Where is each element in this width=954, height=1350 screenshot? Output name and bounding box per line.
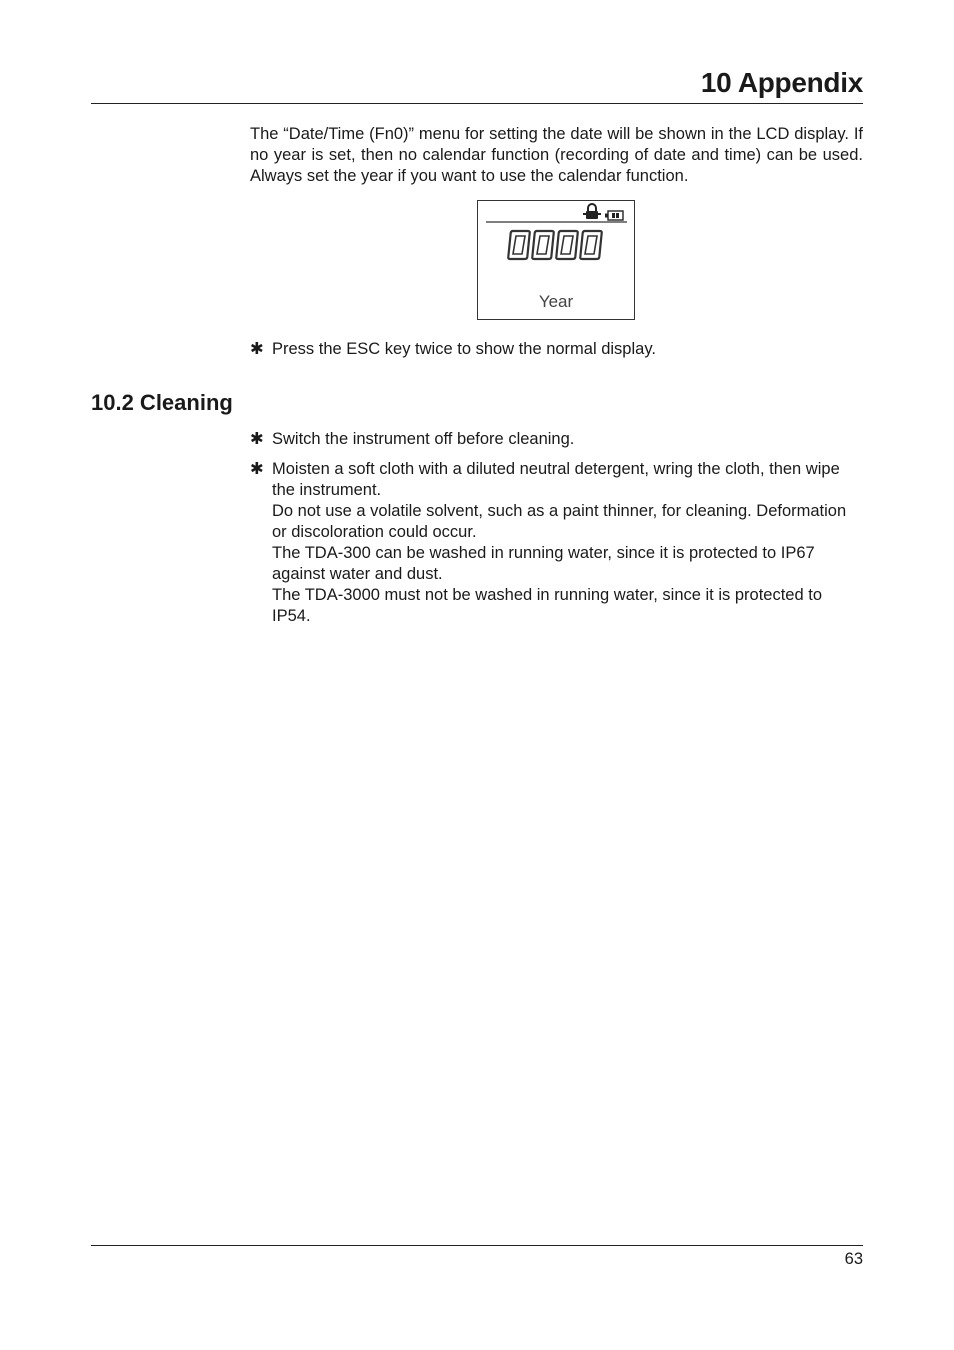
header-rule: [91, 103, 863, 104]
cleaning-item-2-line: Do not use a volatile solvent, such as a paint thinner, for cleaning. Deformation or discoloration could occur.: [272, 502, 847, 541]
lcd-digit: [580, 231, 601, 259]
lcd-digit-inner: [585, 236, 597, 254]
cleaning-item-2: [250, 459, 863, 627]
bullet-mark: ✱: [250, 460, 264, 478]
bullet-mark: ✱: [250, 340, 264, 358]
lcd-digit: [556, 231, 577, 259]
lock-icon: [583, 204, 601, 219]
lcd-digit-inner: [561, 236, 573, 254]
intro-paragraph: The “Date/Time (Fn0)” menu for setting the date will be shown in the LCD display. If no year is set, then no calendar function (recording of date and time) can be used. Always set the year if you want to use the calendar function.: [250, 125, 863, 185]
note-bullet-item: [250, 339, 863, 360]
page-number: 63: [844, 1250, 863, 1268]
lcd-digit-inner: [537, 236, 549, 254]
cleaning-item-1-line: Switch the instrument off before cleaning.: [272, 430, 575, 448]
lcd-digits: [508, 231, 601, 259]
lcd-display: [477, 200, 635, 320]
lcd-digit: [532, 231, 553, 259]
bullet-mark: ✱: [250, 430, 264, 448]
cleaning-item-1: [250, 429, 863, 450]
lcd-year-label: Year: [538, 292, 574, 311]
battery-icon: [605, 211, 623, 220]
cleaning-item-2-line: The TDA-3000 must not be washed in running water, since it is protected to IP54.: [272, 586, 822, 625]
lcd-digit-inner: [513, 236, 525, 254]
cleaning-item-2-line: Moisten a soft cloth with a diluted neutral detergent, wring the cloth, then wipe the instrument.: [272, 460, 840, 499]
footer-rule: [91, 1245, 863, 1246]
section-title-cleaning: 10.2 Cleaning: [91, 390, 233, 415]
chapter-title: 10 Appendix: [700, 67, 863, 98]
note-text: Press the ESC key twice to show the normal display.: [272, 340, 656, 358]
lcd-digit: [508, 231, 529, 259]
cleaning-item-2-line: The TDA-300 can be washed in running water, since it is protected to IP67 against water and dust.: [272, 544, 815, 583]
